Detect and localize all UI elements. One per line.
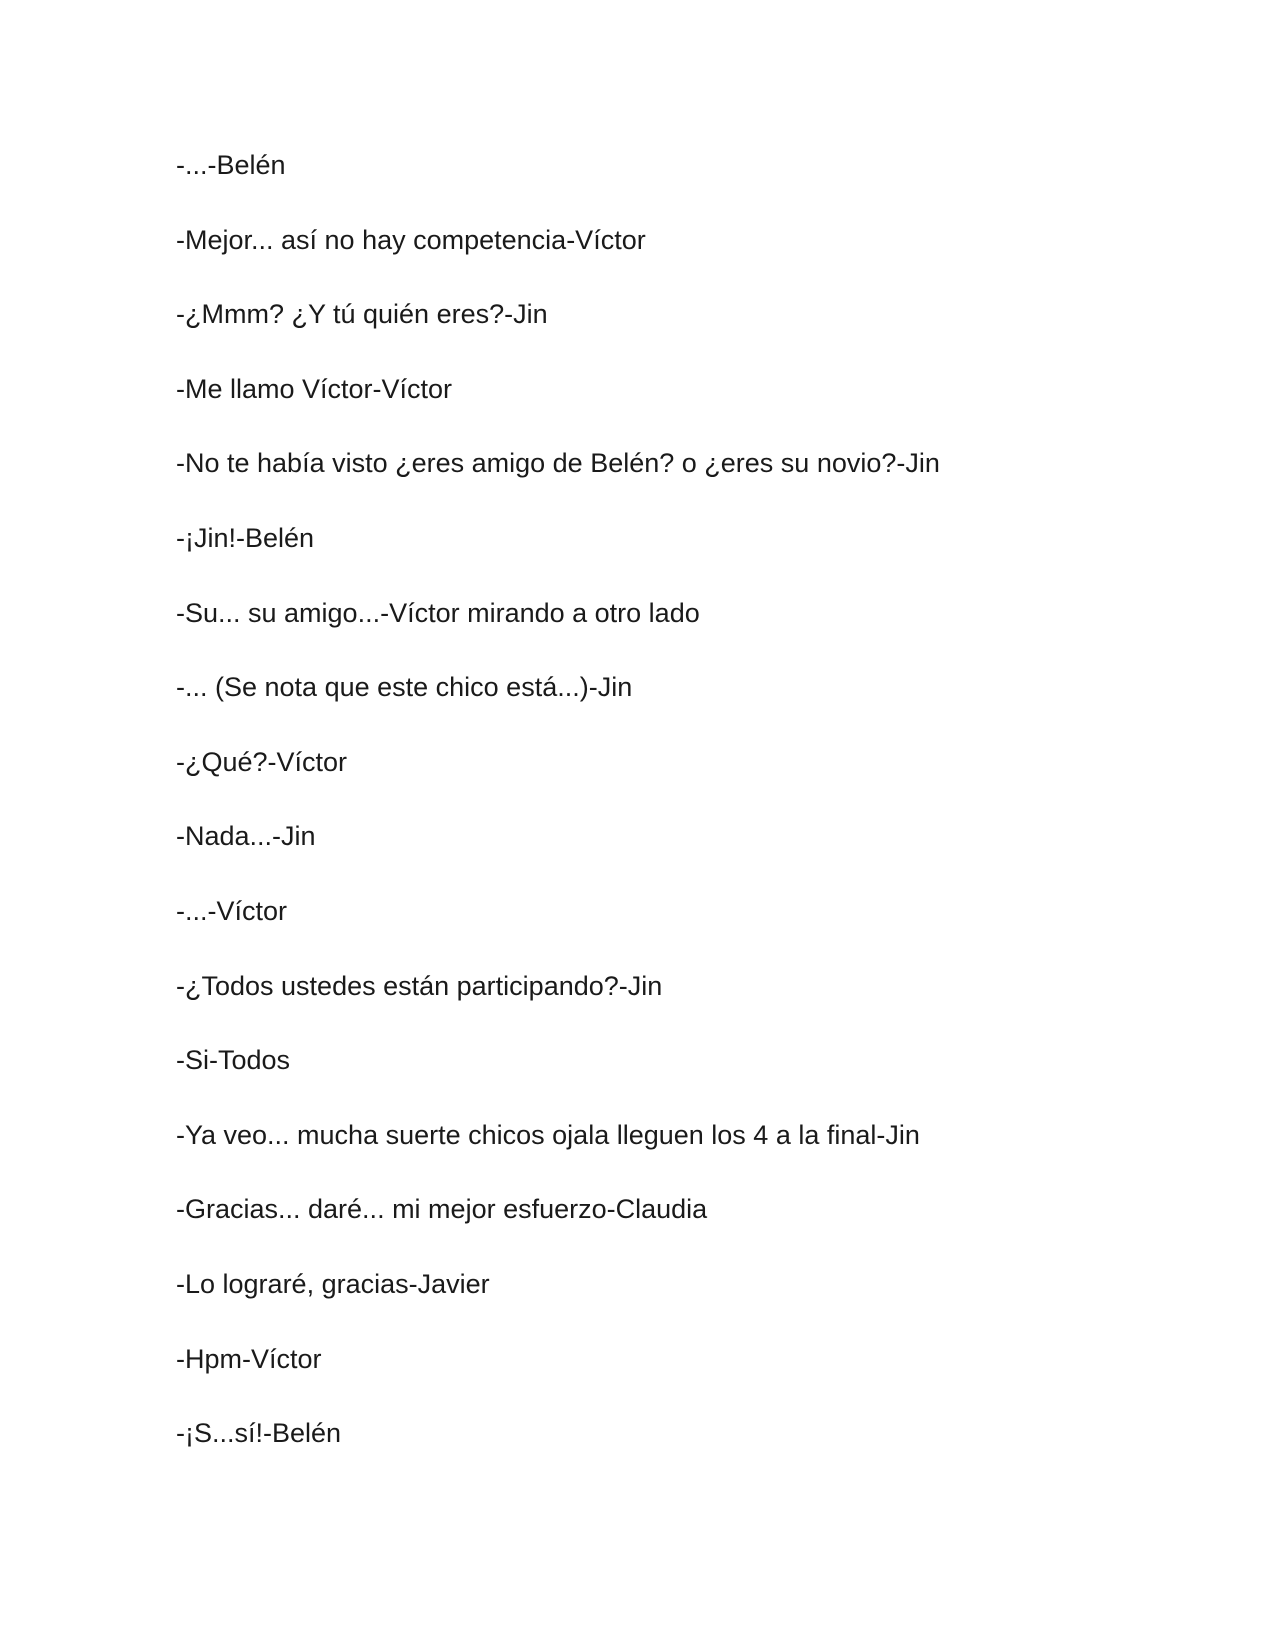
dialogue-line: -¡Jin!-Belén bbox=[176, 522, 315, 553]
dialogue-line: -... (Se nota que este chico está...)-Jin bbox=[176, 672, 633, 703]
dialogue-line: -¿Qué?-Víctor bbox=[176, 746, 348, 777]
dialogue-line: -Si-Todos bbox=[176, 1045, 291, 1076]
dialogue-line: -...-Víctor bbox=[176, 895, 288, 926]
dialogue-line: -¿Todos ustedes están participando?-Jin bbox=[176, 970, 663, 1001]
dialogue-line: -Mejor... así no hay competencia-Víctor bbox=[176, 224, 646, 255]
dialogue-line: -Lo lograré, gracias-Javier bbox=[176, 1268, 490, 1299]
dialogue-line: -Nada...-Jin bbox=[176, 821, 316, 852]
dialogue-line: -Su... su amigo...-Víctor mirando a otro lado bbox=[176, 597, 700, 628]
dialogue-line: -No te había visto ¿eres amigo de Belén? o ¿eres su novio?-Jin bbox=[176, 448, 940, 479]
dialogue-line: -...-Belén bbox=[176, 150, 286, 180]
dialogue-line: -¿Mmm? ¿Y tú quién eres?-Jin bbox=[176, 299, 548, 330]
dialogue-line: -Gracias... daré... mi mejor esfuerzo-Claudia bbox=[176, 1194, 708, 1225]
dialogue-line: -Hpm-Víctor bbox=[176, 1343, 322, 1374]
dialogue-list bbox=[176, 148, 1176, 1491]
dialogue-line: -¡S...sí!-Belén bbox=[176, 1418, 342, 1449]
dialogue-line: -Me llamo Víctor-Víctor bbox=[176, 373, 453, 404]
dialogue-line: -Ya veo... mucha suerte chicos ojala lleguen los 4 a la final-Jin bbox=[176, 1119, 920, 1150]
